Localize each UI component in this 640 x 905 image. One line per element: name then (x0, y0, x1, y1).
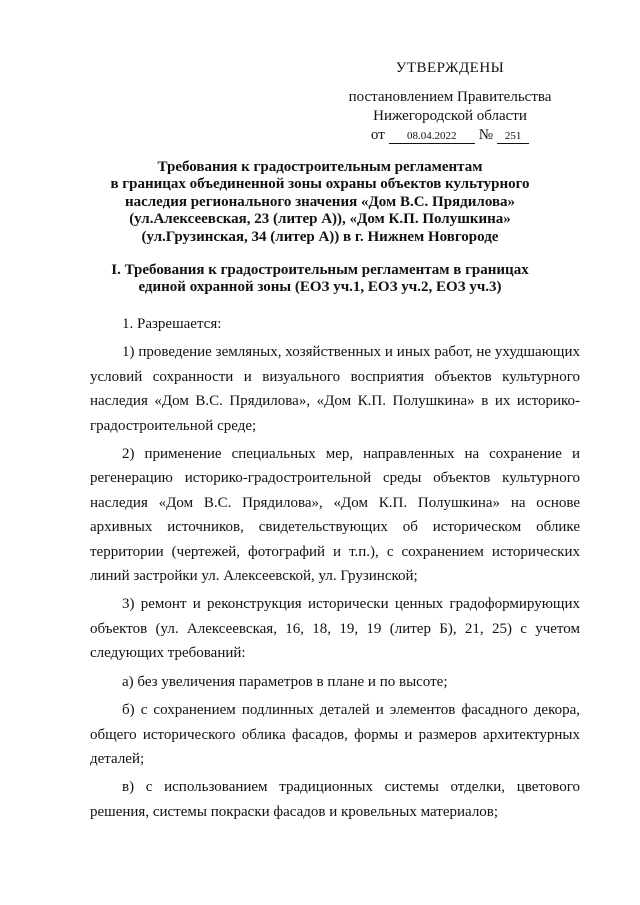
approval-date-line (330, 126, 570, 145)
paragraph-1: 1. Разрешается: (122, 316, 222, 332)
paragraph-4: 3) ремонт и реконструкция исторически ценных градоформирующих объектов (ул. Алексеевская, 16, 18, 19, 19 (литер Б), 21, 25) с учетом следующих требований: (90, 596, 580, 662)
title-line: (ул.Алексеевская, 23 (литер А)), «Дом К.П. Полушкина» (129, 211, 511, 228)
approval-line-1: постановлением Правительства (348, 89, 552, 105)
title-line: наследия регионального значения «Дом В.С. Прядилова» (124, 193, 516, 210)
paragraph-6: б) с сохранением подлинных деталей и элементов фасадного декора, общего исторического облика фасадов, формы и размеров архитектурных деталей; (90, 702, 580, 767)
approval-heading: УТВЕРЖДЕНЫ (395, 60, 505, 76)
paragraph-2: 1) проведение земляных, хозяйственных и иных работ, не ухудшающих условий сохранности и визуального восприятия объектов культурного наследия «Дом В.С. Прядилова», «Дом К.П. Полушкина» в их историко-градостроительной среде; (90, 344, 580, 434)
document-body (90, 312, 580, 824)
paragraph-5: а) без увеличения параметров в плане и по высоте; (122, 673, 448, 690)
title-line: в границах объединенной зоны охраны объектов культурного (110, 176, 530, 193)
title-line: Требования к градостроительным регламентам (157, 159, 483, 175)
paragraph-7: в) с использованием традиционных системы отделки, цветового решения, системы покраски фасадов и кровельных материалов; (90, 779, 580, 820)
section-heading (90, 262, 550, 297)
approval-date: 08.04.2022 (389, 130, 475, 144)
approval-block (330, 60, 570, 145)
approval-number: 251 (497, 130, 529, 144)
section-line: единой охранной зоны (ЕОЗ уч.1, ЕОЗ уч.2, ЕОЗ уч.3) (138, 279, 502, 296)
title-line: (ул.Грузинская, 34 (литер А)) в г. Нижнем Новгороде (141, 228, 499, 245)
number-sign: № (478, 127, 494, 143)
approval-line-2: Нижегородской области (373, 108, 527, 124)
section-line: I. Требования к градостроительным регламентам в границах (111, 262, 529, 278)
from-label: от (370, 127, 385, 143)
paragraph-3: 2) применение специальных мер, направленных на сохранение и регенерацию историко-градостроительной среды объектов культурного наследия «Дом В.С. Прядилова», «Дом К.П. Полушкина» на основе архивных источников, свидетельствующих об историческом облике территории (чертежей, фотографий и т.п.), с сохранением исторических линий застройки ул. Алексеевской, ул. Грузинской; (90, 446, 580, 585)
document-title (90, 159, 550, 246)
